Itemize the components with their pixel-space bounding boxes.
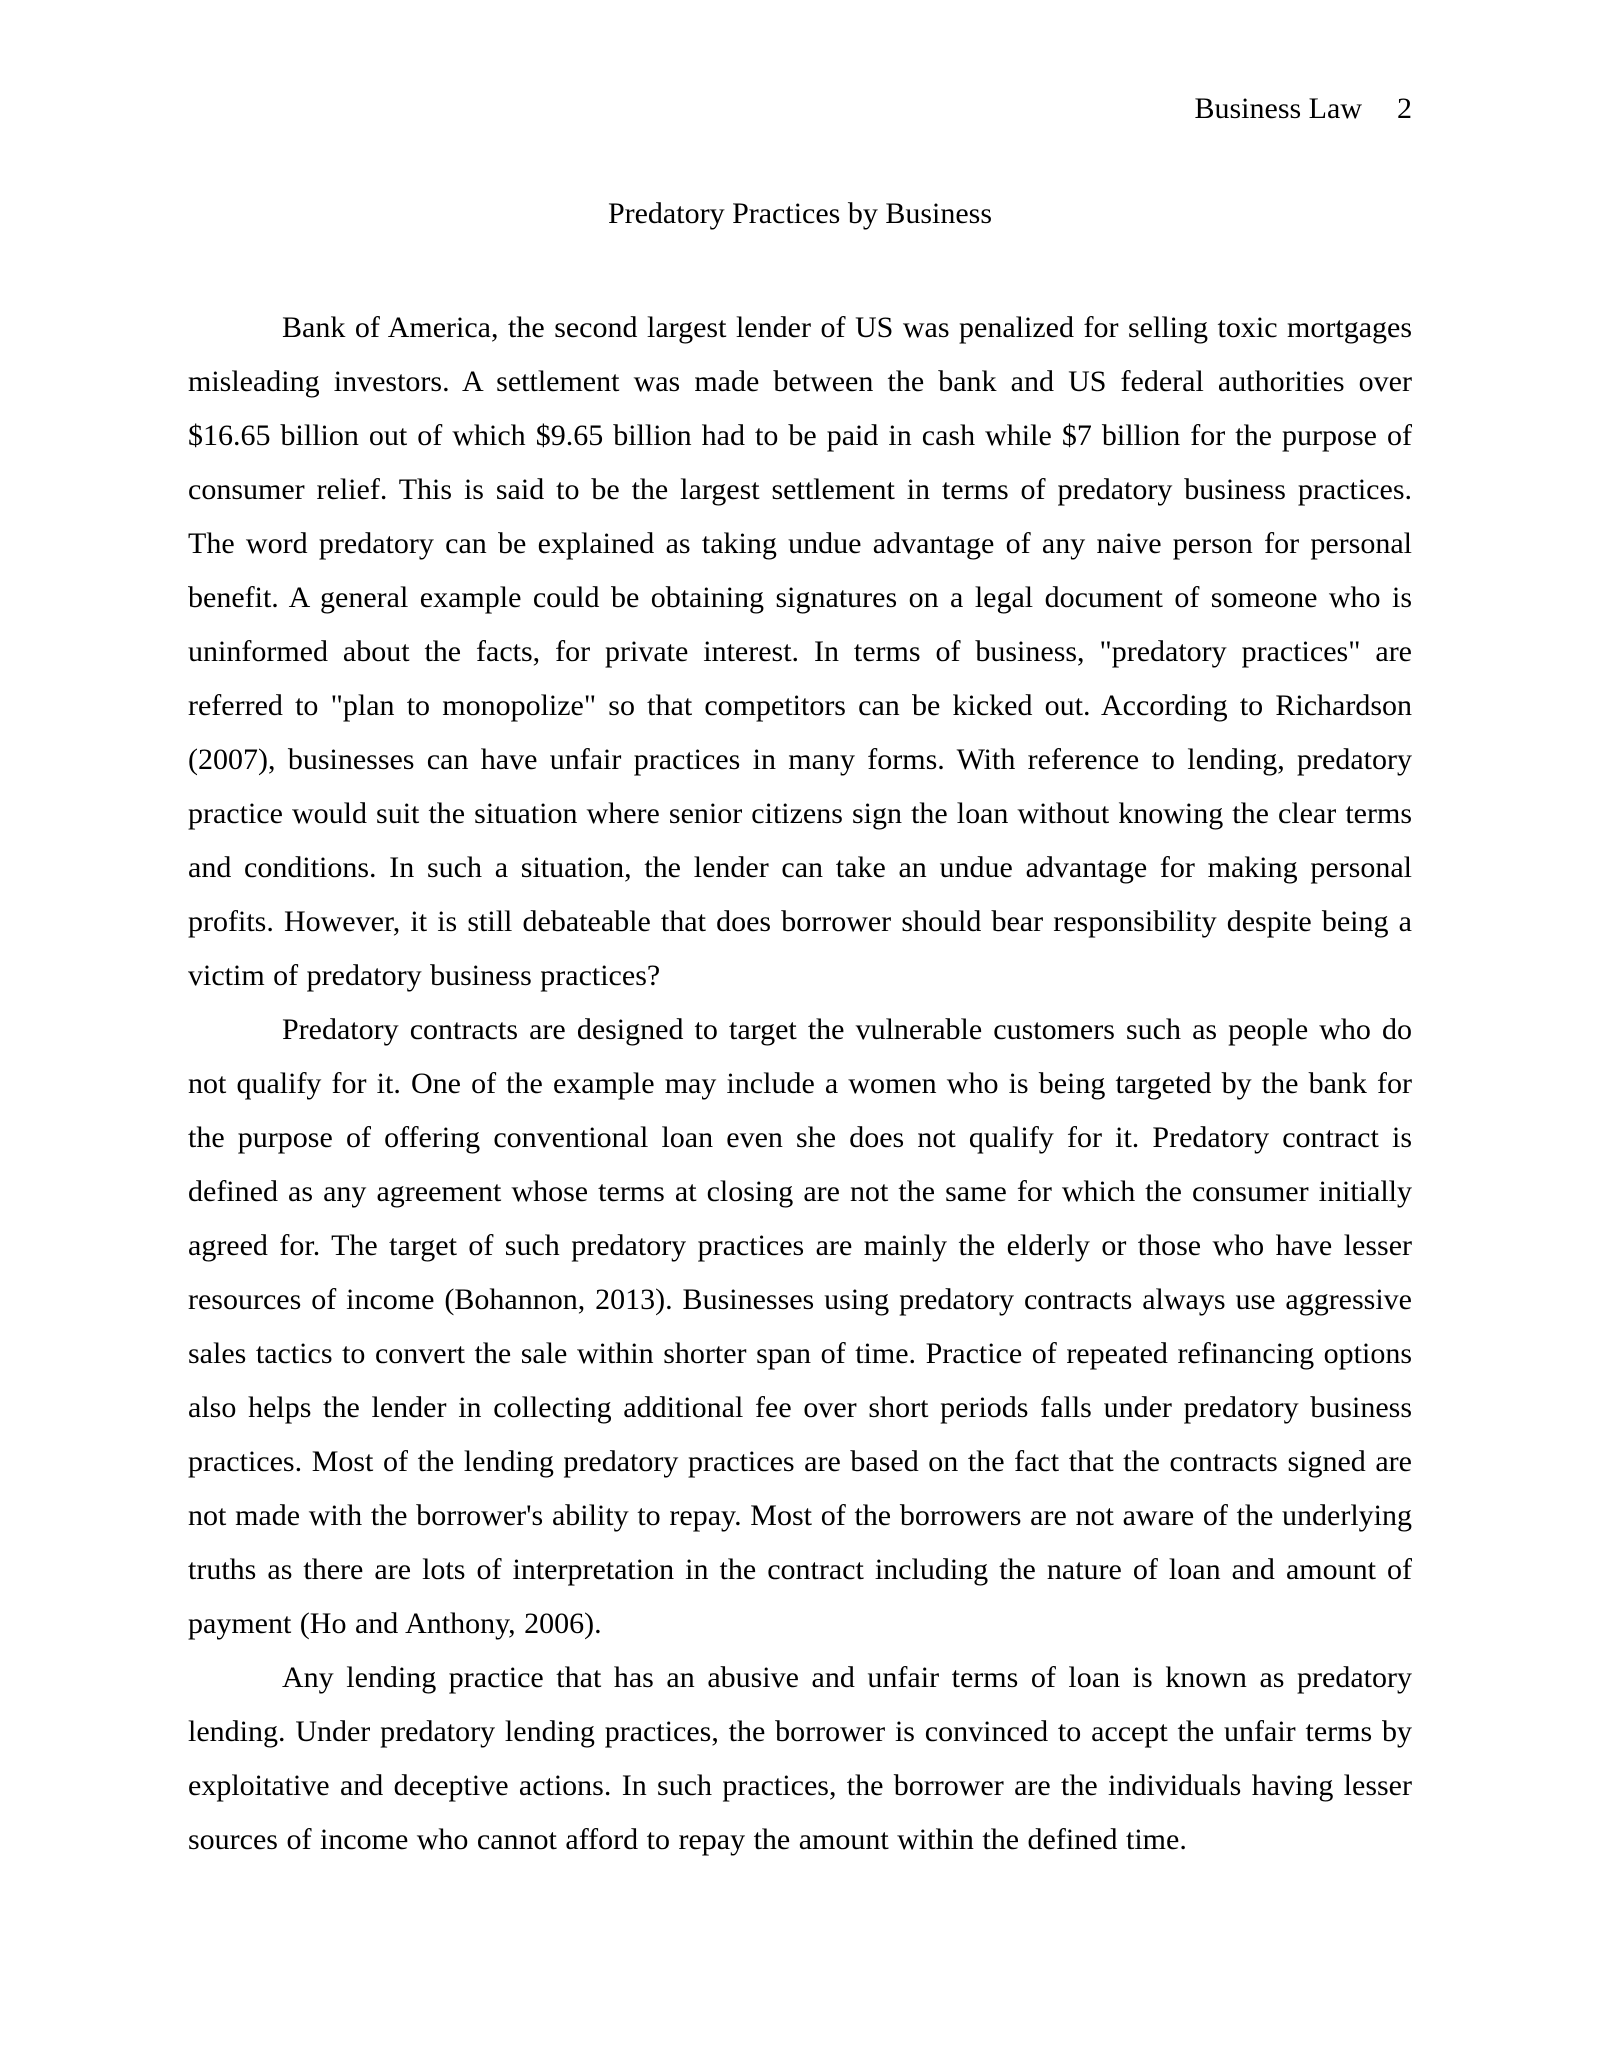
- paragraph: Predatory contracts are designed to target the vulnerable customers such as people who do not qualify for it. One of the example may include a women who is being targeted by the bank for the purpose of offering conventional loan even she does not qualify for it. Predatory contract is defined as any agreement whose terms at closing are not the same for which the consumer initially agreed for. The target of such predatory practices are mainly the elderly or those who have lesser resources of income (Bohannon, 2013). Businesses using predatory contracts always use aggressive sales tactics to convert the sale within shorter span of time. Practice of repeated refinancing options also helps the lender in collecting additional fee over short periods falls under predatory business practices. Most of the lending predatory practices are based on the fact that the contracts signed are not made with the borrower's ability to repay. Most of the borrowers are not aware of the underlying truths as there are lots of interpretation in the contract including the nature of loan and amount of payment (Ho and Anthony, 2006).: [188, 1013, 1412, 1640]
- paragraph: Bank of America, the second largest lender of US was penalized for selling toxic mortgages misleading investors. A settlement was made between the bank and US federal authorities over $16.65 billion out of which $9.65 billion had to be paid in cash while $7 billion for the purpose of consumer relief. This is said to be the largest settlement in terms of predatory business practices. The word predatory can be explained as taking undue advantage of any naive person for personal benefit. A general example could be obtaining signatures on a legal document of someone who is uninformed about the facts, for private interest. In terms of business, "predatory practices" are referred to "plan to monopolize" so that competitors can be kicked out. According to Richardson (2007), businesses can have unfair practices in many forms. With reference to lending, predatory practice would suit the situation where senior citizens sign the loan without knowing the clear terms and conditions. In such a situation, the lender can take an undue advantage for making personal profits. However, it is still debateable that does borrower should bear responsibility despite being a victim of predatory business practices?: [188, 311, 1412, 992]
- document-body: [188, 301, 1412, 1867]
- page-number: 2: [1397, 92, 1412, 125]
- document-content: [188, 187, 1412, 1867]
- running-header: [188, 94, 1412, 124]
- document-title: Predatory Practices by Business: [607, 197, 993, 230]
- paragraph: Any lending practice that has an abusive and unfair terms of loan is known as predatory lending. Under predatory lending practices, the borrower is convinced to accept the unfair terms by exploitative and deceptive actions. In such practices, the borrower are the individuals having lesser sources of income who cannot afford to repay the amount within the defined time.: [188, 1661, 1412, 1856]
- running-head-text: Business Law: [1194, 92, 1362, 125]
